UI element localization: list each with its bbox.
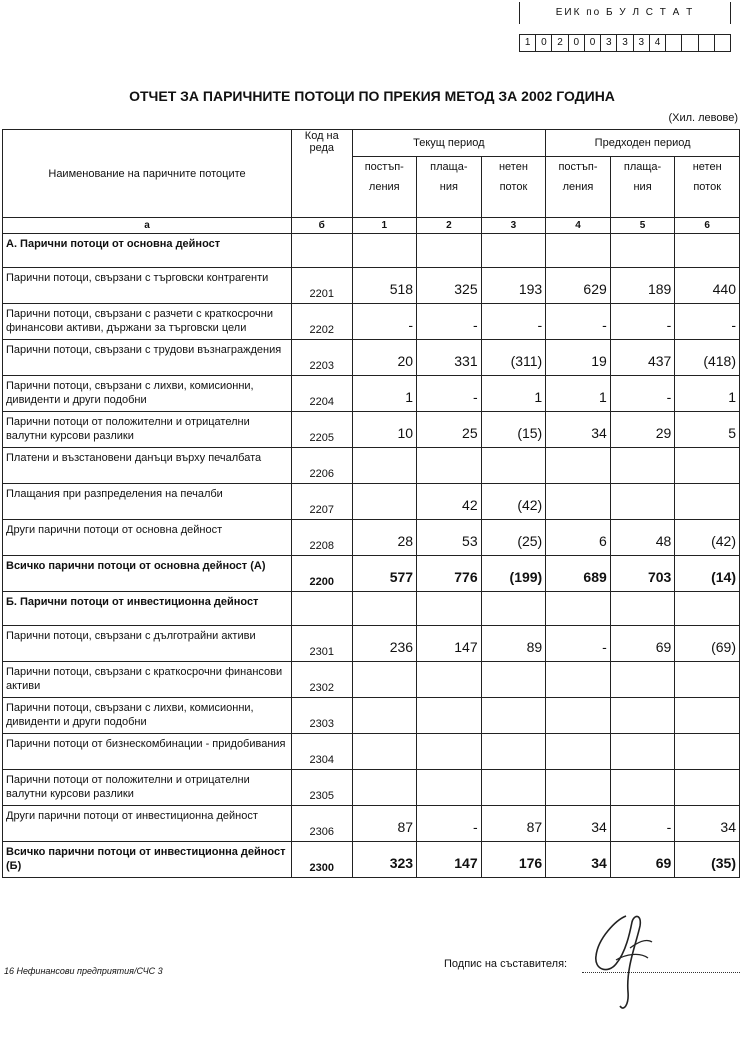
row-code: 2205: [292, 412, 352, 448]
column-index: 3: [481, 218, 546, 234]
table-row: [3, 520, 740, 556]
row-value: 236: [352, 626, 417, 662]
row-value: 147: [417, 842, 482, 878]
cash-flow-table: [2, 129, 740, 878]
row-value: 331: [417, 340, 482, 376]
row-value: [352, 734, 417, 770]
row-name: Парични потоци, свързани с лихви, комисионни, дивиденти и други подобни: [3, 698, 292, 734]
row-value: [546, 698, 611, 734]
row-value: [352, 698, 417, 734]
row-code: 2208: [292, 520, 352, 556]
row-value: [352, 484, 417, 520]
row-value: 176: [481, 842, 546, 878]
eik-digit: 0: [585, 35, 601, 51]
row-name: Плащания при разпределения на печалби: [3, 484, 292, 520]
row-value: [481, 734, 546, 770]
row-name: Б. Парични потоци от инвестиционна дейност: [3, 592, 292, 626]
table-row: [3, 806, 740, 842]
row-value: -: [610, 304, 675, 340]
row-value: [675, 448, 740, 484]
header-code-line2: реда: [309, 142, 335, 154]
report-title: ОТЧЕТ ЗА ПАРИЧНИТЕ ПОТОЦИ ПО ПРЕКИЯ МЕТОД ЗА 2002 ГОДИНА: [129, 88, 615, 104]
row-value: [417, 592, 482, 626]
row-code: 2206: [292, 448, 352, 484]
header-net-previous: нетен поток: [675, 157, 740, 218]
row-code: 2300: [292, 842, 352, 878]
row-code: [292, 592, 352, 626]
row-value: [675, 592, 740, 626]
column-index: а: [3, 218, 292, 234]
row-value: -: [352, 304, 417, 340]
row-value: [675, 698, 740, 734]
eik-digit: [715, 35, 730, 51]
row-value: [546, 484, 611, 520]
column-index: 2: [417, 218, 482, 234]
column-index: 5: [610, 218, 675, 234]
row-value: 53: [417, 520, 482, 556]
row-code: 2200: [292, 556, 352, 592]
row-code: 2306: [292, 806, 352, 842]
row-name: Парични потоци от положителни и отрицателни валутни курсови разлики: [3, 412, 292, 448]
row-value: (42): [481, 484, 546, 520]
row-code: 2303: [292, 698, 352, 734]
row-value: 629: [546, 268, 611, 304]
eik-label: ЕИК по Б У Л С Т А Т: [519, 2, 731, 24]
row-value: -: [417, 806, 482, 842]
row-value: [417, 698, 482, 734]
header-receipts-current: постъп- ления: [352, 157, 417, 218]
column-index: 6: [675, 218, 740, 234]
eik-digit: 1: [520, 35, 536, 51]
eik-digit: [666, 35, 682, 51]
row-value: 437: [610, 340, 675, 376]
row-value: [481, 770, 546, 806]
row-value: 42: [417, 484, 482, 520]
row-name: Парични потоци от положителни и отрицателни валутни курсови разлики: [3, 770, 292, 806]
row-value: [610, 770, 675, 806]
eik-digit: [699, 35, 715, 51]
row-value: [546, 734, 611, 770]
section-row: [3, 234, 740, 268]
row-value: [417, 770, 482, 806]
total-row: [3, 556, 740, 592]
row-value: 48: [610, 520, 675, 556]
row-value: 1: [675, 376, 740, 412]
row-value: 147: [417, 626, 482, 662]
row-value: 25: [417, 412, 482, 448]
row-value: -: [546, 304, 611, 340]
header-payments-current: плаща- ния: [417, 157, 482, 218]
row-value: [352, 592, 417, 626]
row-code: 2203: [292, 340, 352, 376]
eik-box: [519, 2, 729, 50]
row-name: Всичко парични потоци от инвестиционна дейност (Б): [3, 842, 292, 878]
table-row: [3, 340, 740, 376]
row-value: 325: [417, 268, 482, 304]
row-value: [610, 448, 675, 484]
table-body: [3, 234, 740, 878]
row-value: (42): [675, 520, 740, 556]
header-net-current: нетен поток: [481, 157, 546, 218]
row-value: [481, 662, 546, 698]
row-code: 2305: [292, 770, 352, 806]
row-code: 2201: [292, 268, 352, 304]
row-value: -: [675, 304, 740, 340]
row-value: [546, 448, 611, 484]
row-code: 2207: [292, 484, 352, 520]
table-row: [3, 484, 740, 520]
eik-digit: 0: [536, 35, 552, 51]
row-name: Парични потоци от бизнескомбинации - придобивания: [3, 734, 292, 770]
row-value: [610, 484, 675, 520]
table-row: [3, 698, 740, 734]
row-value: [417, 448, 482, 484]
row-value: [546, 592, 611, 626]
row-value: [417, 662, 482, 698]
column-index: 1: [352, 218, 417, 234]
row-value: [610, 734, 675, 770]
table-row: [3, 412, 740, 448]
row-value: [675, 484, 740, 520]
row-value: (15): [481, 412, 546, 448]
row-value: 34: [546, 806, 611, 842]
row-value: [352, 448, 417, 484]
row-value: [481, 448, 546, 484]
row-value: [417, 734, 482, 770]
row-value: [481, 234, 546, 268]
signature-label: Подпис на съставителя:: [444, 958, 568, 970]
row-value: [610, 698, 675, 734]
total-row: [3, 842, 740, 878]
row-value: [610, 662, 675, 698]
header-receipts-previous: постъп- ления: [546, 157, 611, 218]
row-value: [675, 662, 740, 698]
row-name: Парични потоци, свързани с дълготрайни активи: [3, 626, 292, 662]
row-value: [675, 734, 740, 770]
table-row: [3, 448, 740, 484]
row-code: [292, 234, 352, 268]
units-note: (Хил. левове): [668, 112, 738, 124]
row-value: 193: [481, 268, 546, 304]
row-value: 20: [352, 340, 417, 376]
row-value: 776: [417, 556, 482, 592]
row-value: (69): [675, 626, 740, 662]
row-value: [546, 234, 611, 268]
row-value: 69: [610, 626, 675, 662]
row-value: (199): [481, 556, 546, 592]
row-value: 1: [546, 376, 611, 412]
table-row: [3, 734, 740, 770]
row-value: 28: [352, 520, 417, 556]
table-row: [3, 626, 740, 662]
row-value: [610, 234, 675, 268]
row-value: [481, 592, 546, 626]
table-row: [3, 662, 740, 698]
eik-digit: 3: [617, 35, 633, 51]
row-value: (311): [481, 340, 546, 376]
row-value: [352, 770, 417, 806]
row-value: -: [417, 376, 482, 412]
row-code: 2301: [292, 626, 352, 662]
row-name: Парични потоци, свързани с разчети с краткосрочни финансови активи, държани за търговски цели: [3, 304, 292, 340]
row-name: Парични потоци, свързани с трудови възнаграждения: [3, 340, 292, 376]
row-value: [352, 234, 417, 268]
row-value: [481, 698, 546, 734]
row-value: [546, 662, 611, 698]
row-value: 87: [352, 806, 417, 842]
row-value: 689: [546, 556, 611, 592]
row-name: Платени и възстановени данъци върху печалбата: [3, 448, 292, 484]
handwritten-signature: [586, 908, 666, 1018]
row-name: Парични потоци, свързани с лихви, комисионни, дивиденти и други подобни: [3, 376, 292, 412]
row-code: 2302: [292, 662, 352, 698]
column-index-row: [3, 218, 740, 234]
header-name: Наименование на паричните потоците: [3, 130, 292, 218]
row-value: [675, 234, 740, 268]
row-value: 703: [610, 556, 675, 592]
row-name: А. Парични потоци от основна дейност: [3, 234, 292, 268]
row-value: 1: [352, 376, 417, 412]
header-current-period: Текущ период: [352, 130, 546, 157]
row-value: [546, 770, 611, 806]
row-value: -: [546, 626, 611, 662]
row-value: [675, 770, 740, 806]
row-value: 6: [546, 520, 611, 556]
row-value: (418): [675, 340, 740, 376]
row-value: 34: [675, 806, 740, 842]
row-value: -: [481, 304, 546, 340]
row-value: [352, 662, 417, 698]
header-code-line1: Код на: [304, 130, 339, 142]
row-value: -: [610, 806, 675, 842]
eik-digit: 3: [634, 35, 650, 51]
section-row: [3, 592, 740, 626]
eik-digit: 3: [601, 35, 617, 51]
row-value: 69: [610, 842, 675, 878]
row-value: 29: [610, 412, 675, 448]
row-value: -: [610, 376, 675, 412]
row-value: 518: [352, 268, 417, 304]
row-value: 34: [546, 412, 611, 448]
row-value: 189: [610, 268, 675, 304]
row-value: 87: [481, 806, 546, 842]
row-value: 34: [546, 842, 611, 878]
header-code: [292, 130, 352, 218]
row-value: (14): [675, 556, 740, 592]
table-row: [3, 304, 740, 340]
row-value: [610, 592, 675, 626]
row-name: Други парични потоци от инвестиционна дейност: [3, 806, 292, 842]
row-value: 1: [481, 376, 546, 412]
eik-digit: [682, 35, 698, 51]
footer-page-note: 16 Нефинансови предприятия/СЧС 3: [4, 966, 163, 976]
row-value: 10: [352, 412, 417, 448]
column-index: 4: [546, 218, 611, 234]
row-value: 89: [481, 626, 546, 662]
row-value: [417, 234, 482, 268]
row-value: 323: [352, 842, 417, 878]
eik-digits: [519, 34, 731, 52]
column-index: б: [292, 218, 352, 234]
header-previous-period: Предходен период: [546, 130, 740, 157]
row-name: Парични потоци, свързани с търговски контрагенти: [3, 268, 292, 304]
eik-digit: 2: [552, 35, 568, 51]
row-value: 440: [675, 268, 740, 304]
row-value: 577: [352, 556, 417, 592]
eik-digit: 4: [650, 35, 666, 51]
row-value: 5: [675, 412, 740, 448]
table-row: [3, 268, 740, 304]
header-payments-previous: плаща- ния: [610, 157, 675, 218]
row-value: (35): [675, 842, 740, 878]
row-code: 2202: [292, 304, 352, 340]
row-value: -: [417, 304, 482, 340]
table-row: [3, 376, 740, 412]
row-name: Други парични потоци от основна дейност: [3, 520, 292, 556]
table-row: [3, 770, 740, 806]
row-value: (25): [481, 520, 546, 556]
eik-digit: 0: [569, 35, 585, 51]
row-code: 2204: [292, 376, 352, 412]
row-value: 19: [546, 340, 611, 376]
row-name: Всичко парични потоци от основна дейност (А): [3, 556, 292, 592]
row-code: 2304: [292, 734, 352, 770]
row-name: Парични потоци, свързани с краткосрочни финансови активи: [3, 662, 292, 698]
